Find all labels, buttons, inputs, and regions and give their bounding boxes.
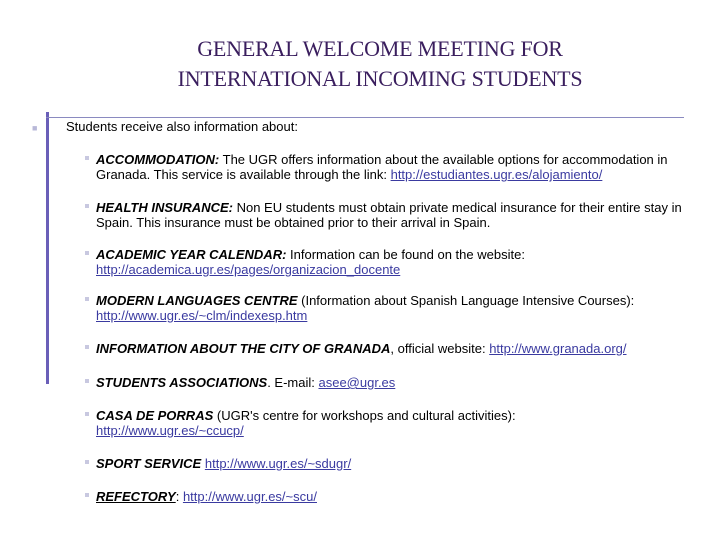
list-item-accommodation bbox=[96, 152, 718, 182]
accent-horizontal-rule bbox=[46, 117, 684, 118]
list-item-sport-service bbox=[96, 456, 718, 471]
item-text: (Information about Spanish Language Intensive Courses): bbox=[297, 293, 635, 308]
item-heading: HEALTH INSURANCE: bbox=[96, 200, 233, 215]
item-link[interactable]: http://www.granada.org/ bbox=[489, 341, 627, 356]
bullet-square-icon bbox=[85, 379, 89, 383]
intro-text: Students receive also information about: bbox=[66, 119, 298, 134]
list-item-academic-calendar bbox=[96, 247, 718, 277]
item-heading: STUDENTS ASSOCIATIONS bbox=[96, 375, 268, 390]
item-link[interactable]: asee@ugr.es bbox=[318, 375, 396, 390]
item-link[interactable]: http://www.ugr.es/~scu/ bbox=[182, 489, 317, 504]
item-link[interactable]: http://www.ugr.es/~sdugr/ bbox=[204, 456, 352, 471]
item-link[interactable]: http://academica.ugr.es/pages/organizacion_docente bbox=[96, 262, 401, 277]
bullet-square-icon bbox=[85, 345, 89, 349]
item-heading: MODERN LANGUAGES CENTRE bbox=[96, 293, 298, 308]
item-text: : bbox=[175, 489, 183, 504]
item-heading: CASA DE PORRAS bbox=[96, 408, 214, 423]
slide-title bbox=[40, 34, 720, 94]
list-item-refectory bbox=[96, 489, 718, 504]
bullet-square-icon bbox=[85, 156, 89, 160]
list-item-health-insurance bbox=[96, 200, 718, 230]
bullet-square-icon bbox=[85, 251, 89, 255]
item-heading: ACCOMMODATION: bbox=[96, 152, 220, 167]
bullet-square-icon bbox=[85, 460, 89, 464]
list-item-student-associations bbox=[96, 375, 718, 390]
bullet-square-icon bbox=[85, 493, 89, 497]
item-text: . E-mail: bbox=[267, 375, 319, 390]
title-line-1: GENERAL WELCOME MEETING FOR bbox=[197, 36, 563, 61]
list-item-city-info bbox=[96, 341, 718, 356]
item-heading: INFORMATION ABOUT THE CITY OF GRANADA bbox=[96, 341, 391, 356]
item-link[interactable]: http://www.ugr.es/~clm/indexesp.htm bbox=[96, 308, 308, 323]
bullet-square-icon bbox=[85, 297, 89, 301]
title-line-2: INTERNATIONAL INCOMING STUDENTS bbox=[177, 66, 583, 91]
item-link[interactable]: http://www.ugr.es/~ccucp/ bbox=[96, 423, 244, 438]
list-item-casa-de-porras bbox=[96, 408, 718, 438]
accent-vertical-bar bbox=[46, 112, 49, 384]
item-link[interactable]: http://estudiantes.ugr.es/alojamiento/ bbox=[390, 167, 603, 182]
item-text: Non EU students must obtain private medical insurance for their entire stay in Spain. This insurance must be obtained prior to their arrival in Spain. bbox=[96, 200, 682, 230]
item-text: , official website: bbox=[390, 341, 490, 356]
item-text: The UGR offers information about the available options for accommodation in Granada. This service is available through the link: bbox=[96, 152, 668, 182]
list-item-modern-languages bbox=[96, 293, 718, 323]
bullet-square-icon bbox=[85, 412, 89, 416]
item-heading: REFECTORY bbox=[96, 489, 176, 504]
item-heading: SPORT SERVICE bbox=[96, 456, 202, 471]
bullet-square-icon bbox=[85, 204, 89, 208]
item-heading: ACADEMIC YEAR CALENDAR: bbox=[96, 247, 287, 262]
item-text: Information can be found on the website: bbox=[286, 247, 525, 262]
item-text: (UGR's centre for workshops and cultural activities): bbox=[213, 408, 516, 423]
intro-bullet-icon: ■ bbox=[32, 123, 38, 133]
